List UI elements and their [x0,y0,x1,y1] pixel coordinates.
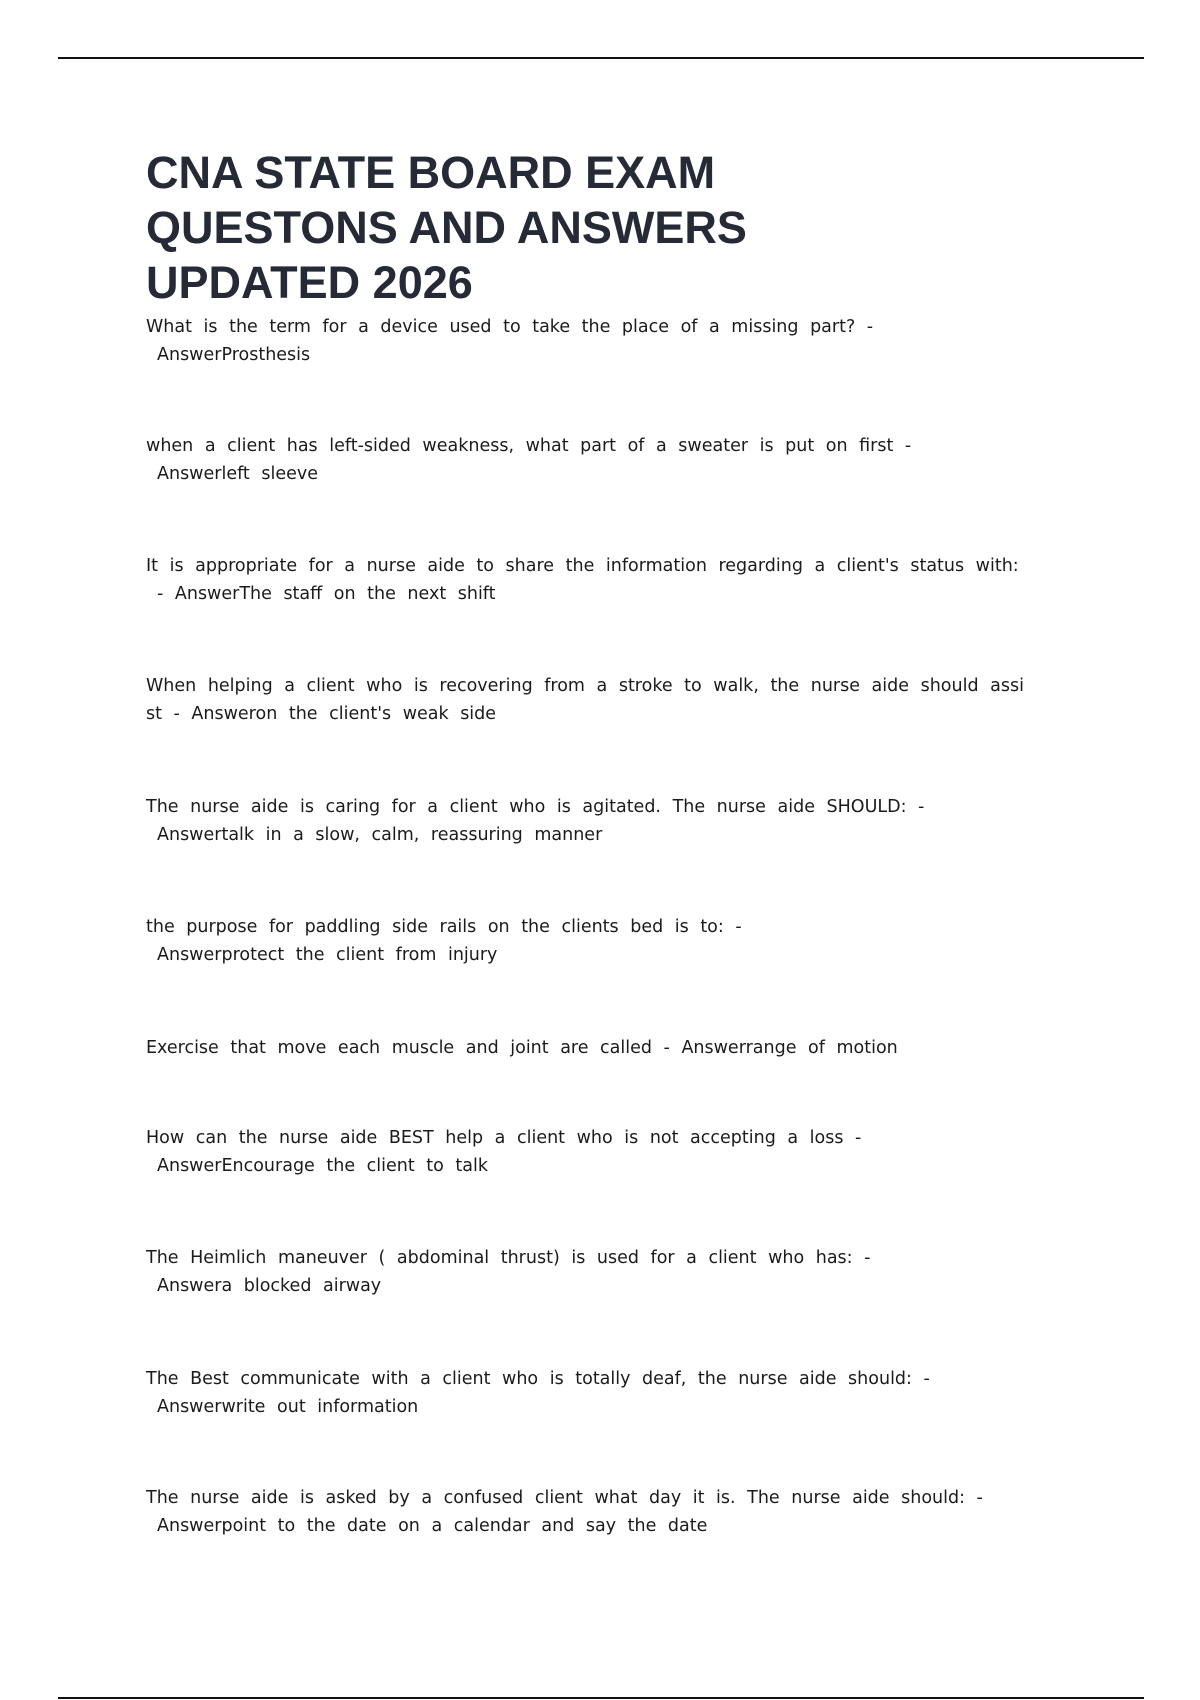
answer-text: Answertalk in a slow, calm, reassuring manner [157,825,603,845]
qa-item [146,432,1061,488]
answer-text: AnswerEncourage the client to talk [157,1156,489,1176]
qa-item [146,672,1061,728]
question-text: The Heimlich maneuver ( abdominal thrust) is used for a client who has: - [146,1248,871,1268]
answer-text: Answerleft sleeve [157,464,318,484]
question-text: The nurse aide is caring for a client who is agitated. The nurse aide SHOULD: - [146,797,925,817]
qa-item [146,793,1061,849]
qa-item [146,913,1061,969]
question-text: How can the nurse aide BEST help a client who is not accepting a loss - [146,1128,862,1148]
bottom-rule [58,1697,1144,1699]
qa-item [146,1484,1061,1540]
question-text: The nurse aide is asked by a confused client what day it is. The nurse aide should: - [146,1488,983,1508]
answer-text: Answera blocked airway [157,1276,382,1296]
answer-text: st - Answeron the client's weak side [146,704,497,724]
question-text: What is the term for a device used to take the place of a missing part? - [146,317,874,337]
title-line: CNA STATE BOARD EXAM [146,147,716,198]
question-text: When helping a client who is recovering from a stroke to walk, the nurse aide should assi [146,676,1024,696]
title-line: UPDATED 2026 [146,257,473,308]
top-rule [58,57,1144,59]
answer-text: Answerpoint to the date on a calendar and say the date [157,1516,708,1536]
document-title [146,145,1046,310]
answer-text: Answerwrite out information [157,1397,419,1417]
answer-text: AnswerProsthesis [157,345,311,365]
qa-item [146,1365,1061,1421]
question-text: The Best communicate with a client who is totally deaf, the nurse aide should: - [146,1369,930,1389]
qa-item [146,313,1061,369]
question-text: when a client has left-sided weakness, what part of a sweater is put on first - [146,436,912,456]
answer-text: - AnswerThe staff on the next shift [157,584,496,604]
qa-item [146,552,1061,608]
question-text: Exercise that move each muscle and joint are called - Answerrange of motion [146,1038,898,1058]
answer-text: Answerprotect the client from injury [157,945,498,965]
question-text: It is appropriate for a nurse aide to share the information regarding a client's status with: [146,556,1019,576]
title-line: QUESTONS AND ANSWERS [146,202,747,253]
qa-item [146,1124,1061,1180]
question-text: the purpose for paddling side rails on the clients bed is to: - [146,917,742,937]
qa-item [146,1034,1061,1062]
qa-item [146,1244,1061,1300]
